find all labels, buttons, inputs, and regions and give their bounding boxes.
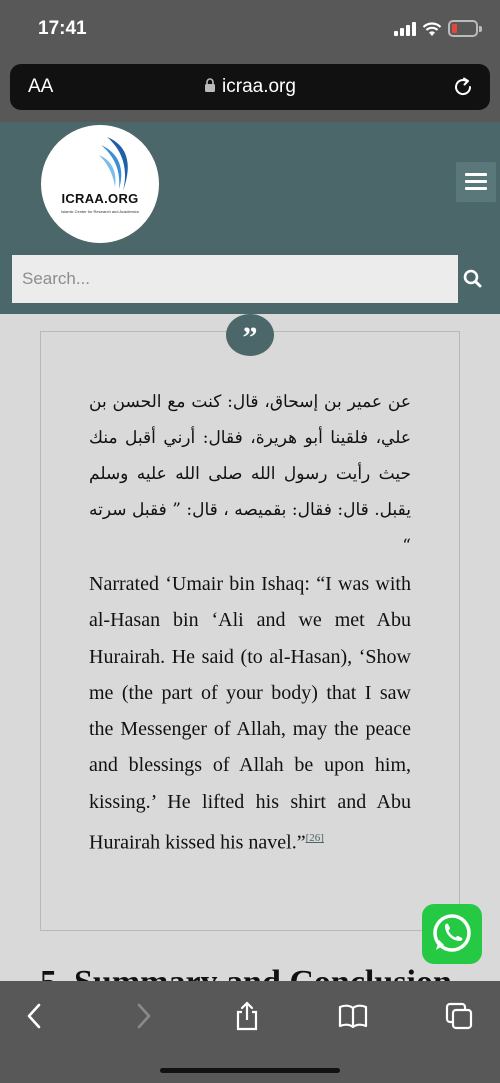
hamburger-menu-button[interactable] [456,162,496,202]
tabs-icon[interactable] [444,1001,474,1031]
cellular-signal-icon [394,22,416,36]
browser-toolbar [0,981,500,1083]
status-time: 17:41 [38,18,87,39]
quote-mark-icon: ” [226,314,274,356]
search-input[interactable] [12,255,458,303]
article-content [0,314,500,981]
footnote-link[interactable]: [26] [305,832,324,845]
forward-icon[interactable] [128,1001,158,1031]
status-bar [0,0,500,58]
lock-icon [204,78,216,93]
wifi-icon [422,21,442,37]
browser-address-area [0,58,500,122]
arabic-text: عن عمير بن إسحاق، قال: كنت مع الحسن بن علي، فلقينا أبو هريرة، فقال: أرني أقبل منك حيث رأيت رسول الله صلى الله عليه وسلم يقبل. قال: فقال: بقميصه ، قال: ” فقبل سرته “ [89,392,411,556]
whatsapp-button[interactable] [422,904,482,964]
logo-mark-icon [99,133,139,193]
quote-text [89,384,411,861]
url-display[interactable] [10,76,490,98]
home-indicator [160,1068,340,1073]
back-icon[interactable] [20,1001,50,1031]
bookmarks-icon[interactable] [338,1001,368,1031]
battery-icon [448,20,478,37]
english-text [89,566,411,861]
logo-title: ICRAA.ORG [61,191,139,206]
address-bar[interactable] [10,64,490,110]
logo-subtitle: Islamic Center for Research and Academics [61,209,139,214]
site-header [0,122,500,314]
reload-icon[interactable] [452,76,474,98]
whatsapp-icon [422,904,482,964]
url-text: icraa.org [222,76,296,97]
english-translation: Narrated ‘Umair bin Ishaq: “I was with al-Hasan bin ‘Ali and we met Abu Hurairah. He said (to al-Hasan), ‘Show me (the part of your body) that I saw the Messenger of Allah, may the peace and blessings of Allah be upon him, kissing.’ He lifted his shirt and Abu Hurairah kissed his navel.” [89,573,411,854]
search-icon [458,255,488,303]
search-button[interactable] [458,255,488,303]
reader-aa-button[interactable]: AA [28,76,54,97]
site-logo[interactable] [41,125,159,243]
share-icon[interactable] [232,1001,262,1031]
